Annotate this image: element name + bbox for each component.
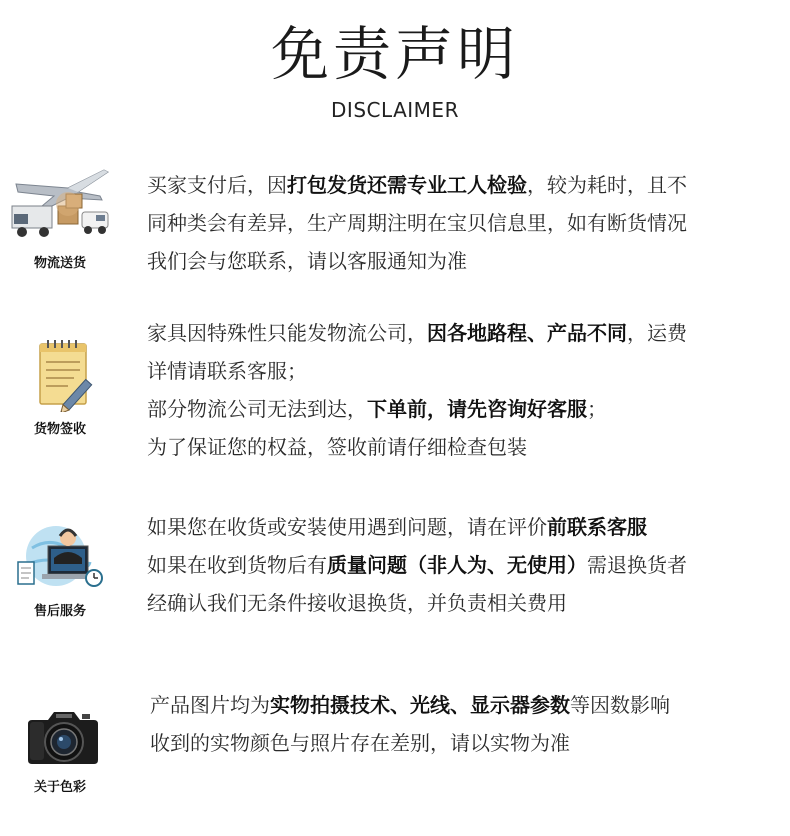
text-run: 经确认我们无条件接收退换货，并负责相关费用: [147, 591, 567, 615]
text-line: [147, 508, 687, 546]
text-run: 需退换货者: [587, 553, 687, 577]
section-text: [150, 686, 670, 762]
text-line: [147, 166, 687, 204]
text-run-bold: 质量问题（非人为、无使用）: [327, 553, 587, 577]
text-run: ；: [587, 397, 607, 421]
text-run: 我们会与您联系，请以客服通知为准: [147, 249, 467, 273]
text-run-bold: 下单前，请先咨询好客服: [367, 397, 587, 421]
text-line: [147, 428, 687, 466]
section-text: [147, 166, 687, 280]
section-caption: 物流送货: [33, 256, 86, 271]
text-run: 等因数影响: [570, 693, 670, 717]
customer-service-icon: [8, 518, 112, 594]
section-caption: 售后服务: [33, 604, 86, 619]
logistics-icon: [8, 162, 112, 246]
section-text: [147, 508, 687, 622]
section-text: [147, 314, 687, 466]
text-line: [147, 546, 687, 584]
text-run-bold: 前联系客服: [547, 515, 647, 539]
text-line: [147, 584, 687, 622]
text-line: [147, 242, 687, 280]
text-run: 买家支付后，因: [147, 173, 287, 197]
camera-icon: [8, 702, 112, 770]
text-run-bold: 因各地路程、产品不同: [427, 321, 627, 345]
text-line: [147, 390, 687, 428]
text-run: 如果在收到货物后有: [147, 553, 327, 577]
text-run: 产品图片均为: [150, 693, 270, 717]
notepad-icon: [8, 336, 112, 412]
text-run: 同种类会有差异，生产周期注明在宝贝信息里，如有断货情况: [147, 211, 687, 235]
text-run: 收到的实物颜色与照片存在差别，请以实物为准: [150, 731, 570, 755]
text-run: ，运费: [627, 321, 687, 345]
text-run: 详情请联系客服；: [147, 359, 307, 383]
text-run-bold: 实物拍摄技术、光线、显示器参数: [270, 693, 570, 717]
text-run: ，较为耗时，且不: [527, 173, 687, 197]
text-run-bold: 打包发货还需专业工人检验: [287, 173, 527, 197]
text-line: [147, 352, 687, 390]
page-title: 免责声明: [270, 20, 519, 88]
text-run: 如果您在收货或安装使用遇到问题，请在评价: [147, 515, 547, 539]
text-line: [150, 686, 670, 724]
text-line: [147, 314, 687, 352]
section-caption: 货物签收: [33, 422, 86, 437]
text-line: [150, 724, 670, 762]
text-run: 部分物流公司无法到达，: [147, 397, 367, 421]
text-run: 为了保证您的权益，签收前请仔细检查包装: [147, 435, 527, 459]
text-run: 家具因特殊性只能发物流公司，: [147, 321, 427, 345]
page-subtitle: DISCLAIMER: [331, 98, 459, 122]
text-line: [147, 204, 687, 242]
section-caption: 关于色彩: [33, 780, 86, 795]
